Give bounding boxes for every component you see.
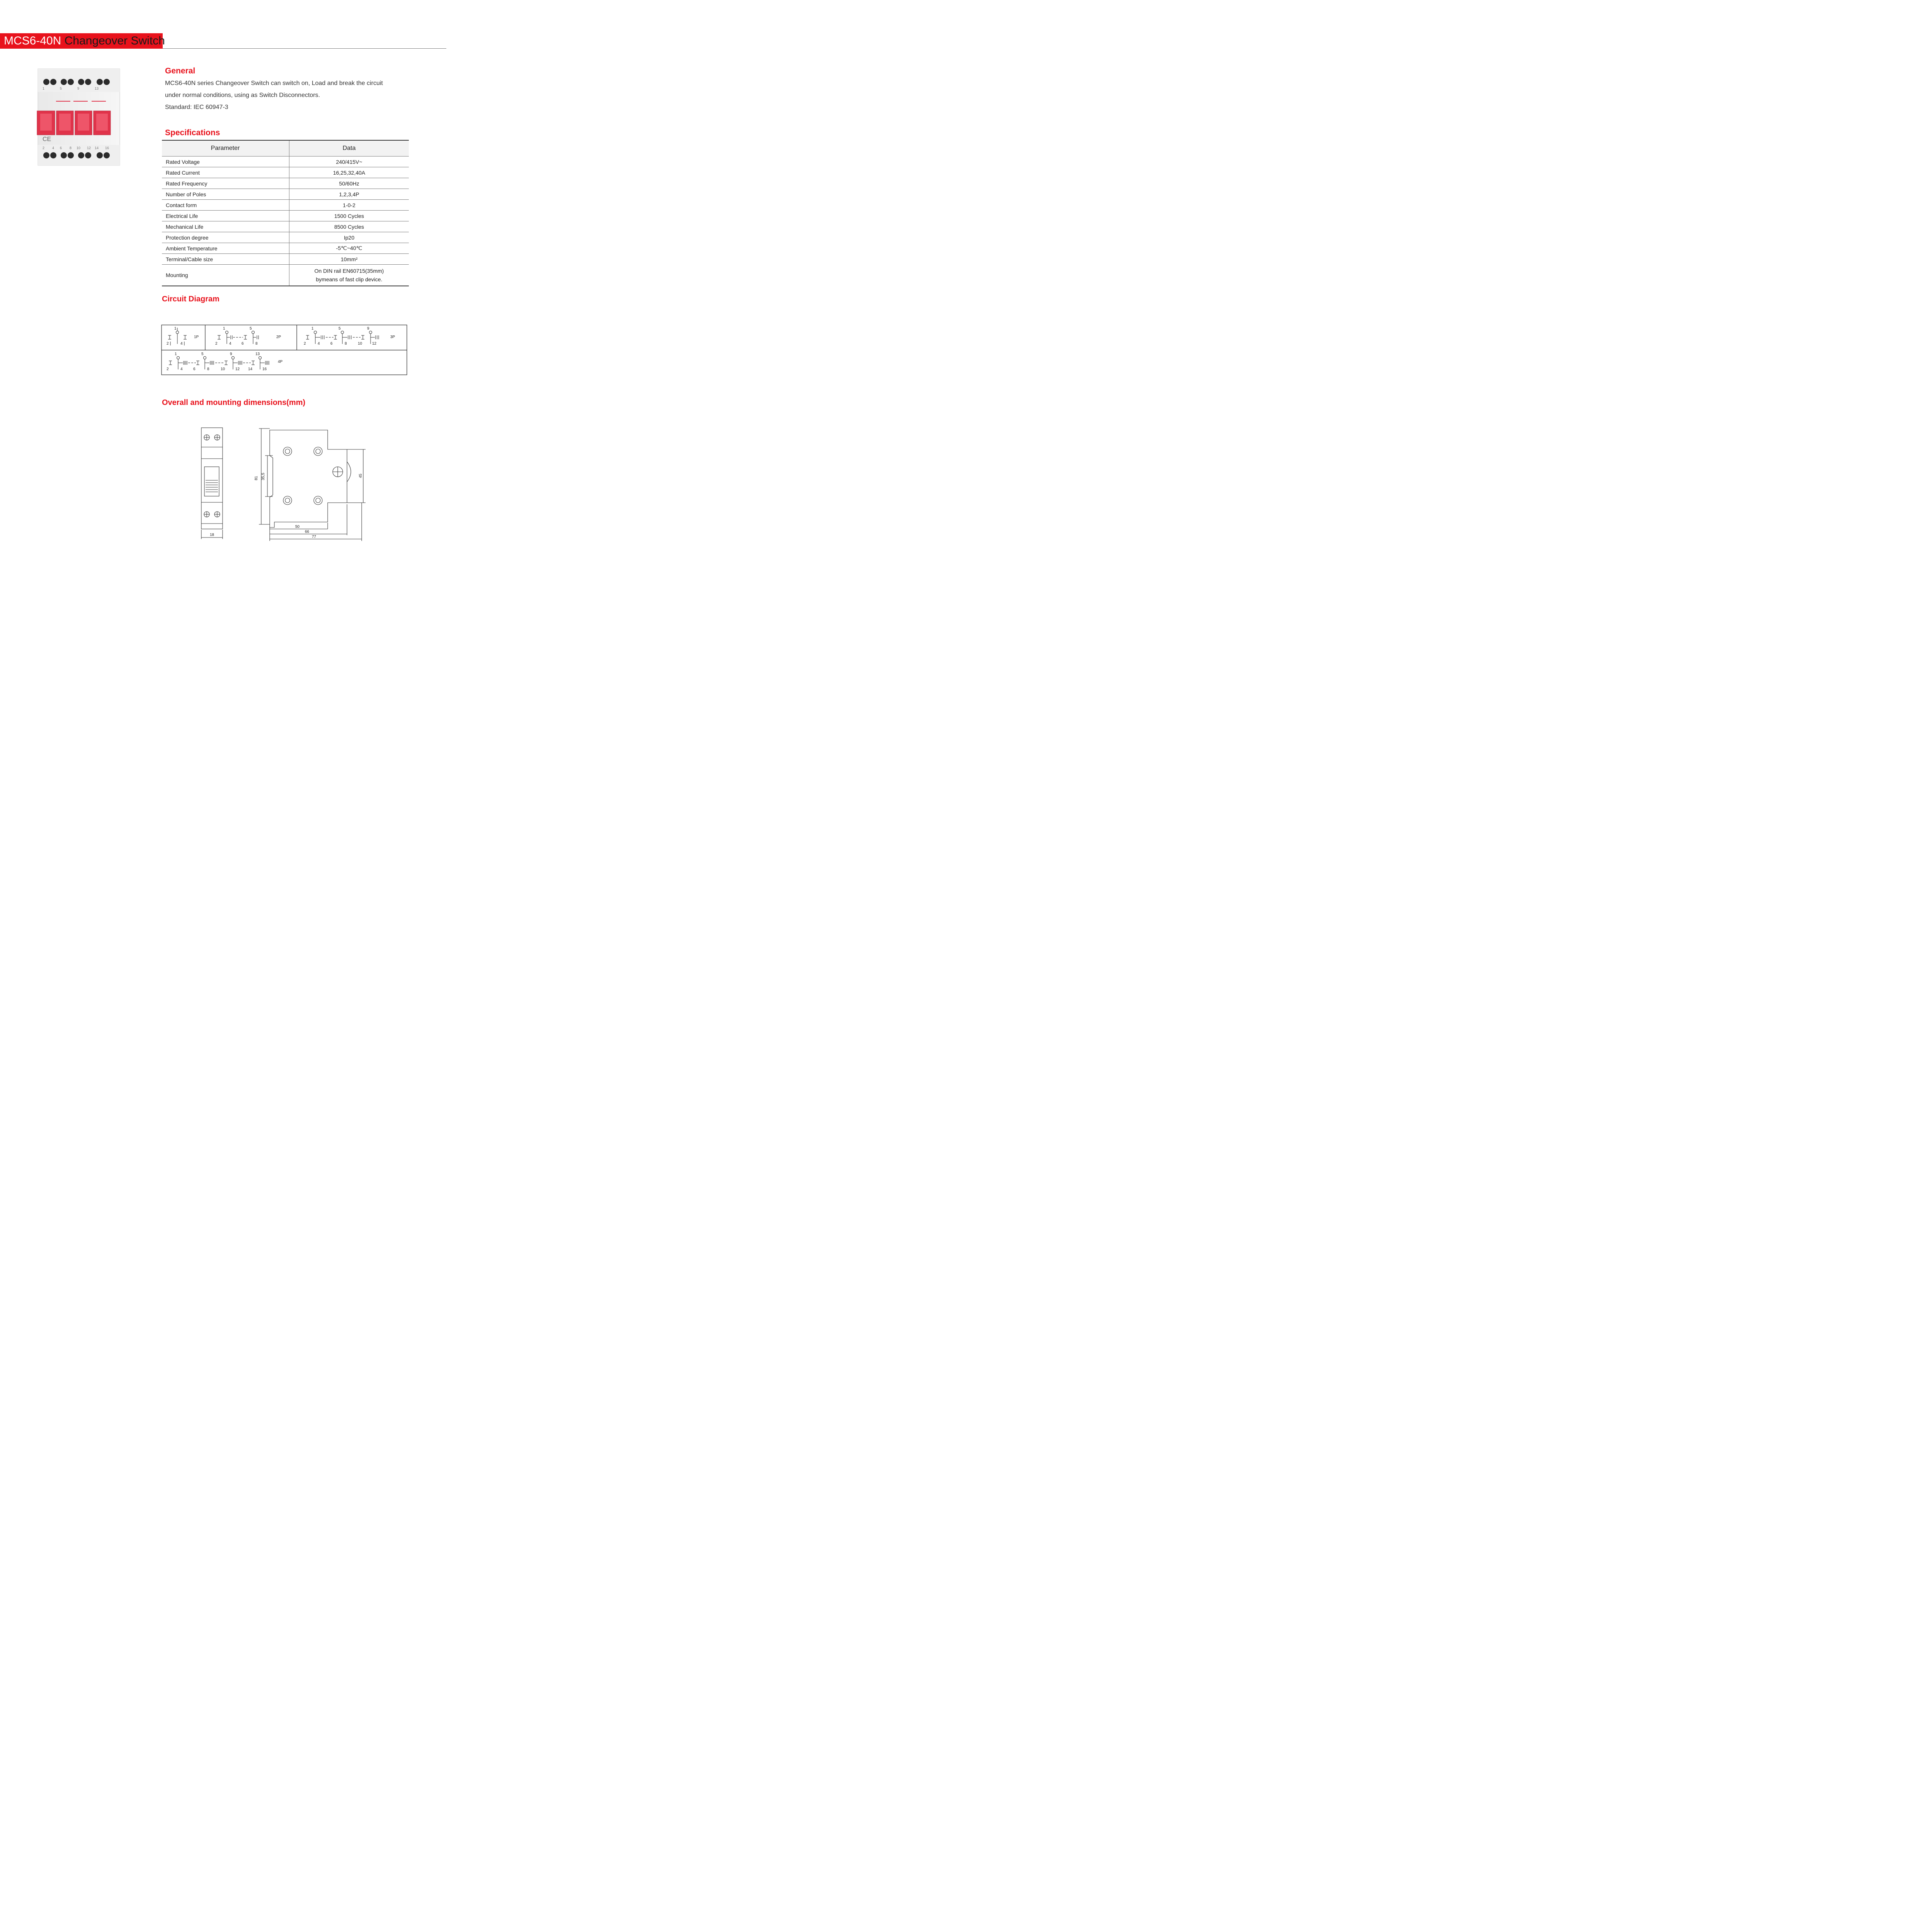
dim-rail-35-5: 35,5 [261,473,265,480]
c3p-b2: 2 [304,342,306,346]
terminal-8: 8 [70,146,72,150]
c2p-t5: 5 [250,327,252,331]
value-cell: 10mm² [289,254,409,265]
c1p-t1: 1 [174,327,177,331]
specifications-table [162,140,409,286]
param-cell: Protection degree [162,232,289,243]
value-cell: Ip20 [289,232,409,243]
c1p-b4: 4 [180,342,183,346]
table-row [162,211,409,221]
header-rule [163,48,446,49]
param-cell: Terminal/Cable size [162,254,289,265]
c4p-t9: 9 [230,352,232,356]
param-cell: Number of Poles [162,189,289,200]
c3p-t5: 5 [338,327,341,331]
c2p-b6: 6 [242,342,244,346]
table-row [162,178,409,189]
dim-height-81: 81 [254,476,259,480]
param-cell: Electrical Life [162,211,289,221]
circuit-3p [304,327,395,346]
terminal-14: 14 [95,146,99,150]
dim-width-18: 18 [210,533,214,537]
param-cell: Ambient Temperature [162,243,289,254]
terminal-4: 4 [52,146,54,150]
c4p-t13: 13 [255,352,260,356]
general-line-1: MCS6-40N series Changeover Switch can switch on, Load and break the circuit [165,80,383,87]
circuit-4p [167,352,283,371]
dimensions-heading: Overall and mounting dimensions(mm) [162,398,306,407]
terminal-13: 13 [95,87,99,90]
c4p-b4: 4 [180,367,183,371]
c2p-b2: 2 [215,342,218,346]
dim-depth-45: 45 [359,473,363,478]
param-cell: Contact form [162,200,289,211]
circuit-diagram [161,325,408,376]
c3p-b6: 6 [330,342,333,346]
terminal-2: 2 [43,146,45,150]
model-name: MCS6-40N [4,34,61,47]
specifications-body [162,156,409,286]
c2p-b8: 8 [255,342,258,346]
c4p-b12: 12 [235,367,240,371]
c2p-b4: 4 [229,342,231,346]
c2p-t1: 1 [223,327,225,331]
value-cell: 240/415V~ [289,156,409,167]
table-header-row [162,140,409,156]
c4p-b10: 10 [221,367,225,371]
col-parameter: Parameter [162,140,289,156]
title-banner [0,33,163,49]
terminal-5: 5 [60,87,62,90]
c4p-t1: 1 [175,352,177,356]
circuit-2p [215,327,281,346]
param-cell: Mounting [162,265,289,286]
dim-77: 77 [312,535,316,539]
value-cell: 1,2,3,4P [289,189,409,200]
terminal-16: 16 [105,146,109,150]
c3p-b4: 4 [318,342,320,346]
circuit-1p [167,327,199,346]
label-1p: 1P [194,335,199,339]
table-row-mounting [162,265,409,286]
dim-66: 66 [305,530,310,534]
table-row [162,189,409,200]
general-line-2: under normal conditions, using as Switch Disconnectors. [165,92,320,99]
page-title [4,34,165,48]
param-cell: Rated Frequency [162,178,289,189]
label-4p: 4P [278,360,283,364]
table-row [162,156,409,167]
terminal-6: 6 [60,146,62,150]
specifications-heading: Specifications [165,128,220,137]
ce-mark: CE [43,136,51,143]
table-row [162,243,409,254]
label-2p: 2P [276,335,281,339]
terminal-1: 1 [43,87,45,90]
terminal-10: 10 [77,146,81,150]
terminal-12: 12 [87,146,91,150]
mounting-line-2: bymeans of fast clip device. [316,276,383,282]
value-cell: 1500 Cycles [289,211,409,221]
value-cell: 50/60Hz [289,178,409,189]
value-cell: 8500 Cycles [289,221,409,232]
c1p-b2: 2 [167,342,169,346]
param-cell: Mechanical Life [162,221,289,232]
param-cell: Rated Voltage [162,156,289,167]
value-cell [289,265,409,286]
table-row [162,254,409,265]
c3p-b10: 10 [358,342,362,346]
c4p-b14: 14 [248,367,253,371]
param-cell: Rated Current [162,167,289,178]
dim-50: 50 [295,525,300,529]
value-cell: 1-0-2 [289,200,409,211]
terminal-9: 9 [77,87,80,90]
c3p-b8: 8 [345,342,347,346]
product-image [35,66,124,170]
c3p-t9: 9 [367,327,369,331]
value-cell: 16,25,32,40A [289,167,409,178]
label-3p: 3P [390,335,395,339]
mounting-line-1: On DIN rail EN60715(35mm) [314,268,384,274]
title-rest: Changeover Switch [64,34,165,47]
c3p-t1: 1 [311,327,314,331]
c3p-b12: 12 [372,342,377,346]
c4p-b6: 6 [193,367,196,371]
table-row [162,221,409,232]
c4p-t5: 5 [201,352,204,356]
circuit-heading: Circuit Diagram [162,295,219,303]
col-data: Data [289,140,409,156]
c4p-b2: 2 [167,367,169,371]
c4p-b16: 16 [262,367,267,371]
table-row [162,167,409,178]
dimensions-drawing [193,423,375,543]
table-row [162,200,409,211]
table-row [162,232,409,243]
value-cell: -5℃~40℃ [289,243,409,254]
c4p-b8: 8 [207,367,209,371]
general-standard: Standard: IEC 60947-3 [165,104,228,111]
general-heading: General [165,66,196,75]
